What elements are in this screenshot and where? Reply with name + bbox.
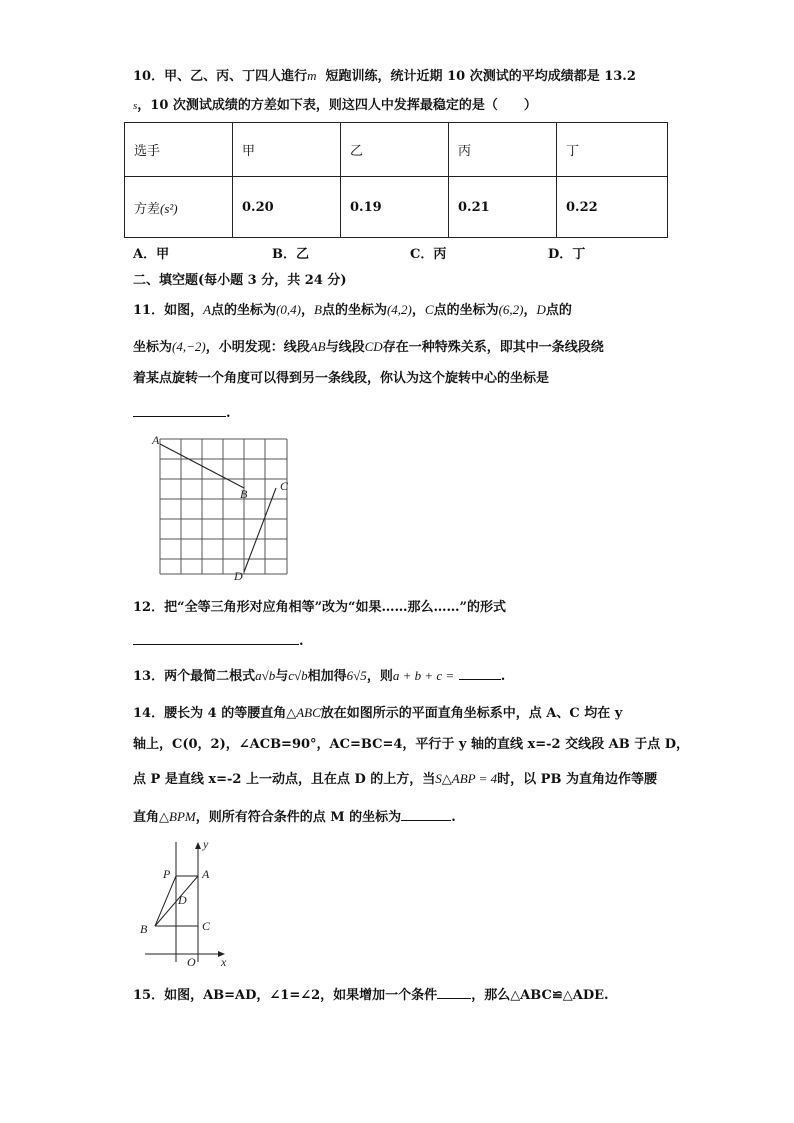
label-x: x xyxy=(221,955,227,969)
y-axis-arrow xyxy=(195,842,201,849)
answer-blank-q13[interactable] xyxy=(459,665,501,680)
q14-line1: 14．腰长为 4 的等腰直角△ABC放在如图所示的平面直角坐标系中，点 A、C 均在 y xyxy=(133,705,623,721)
label-o: O xyxy=(187,955,196,969)
answer-blank-q11[interactable] xyxy=(133,402,226,417)
label-d: D xyxy=(178,893,187,907)
label-a: A xyxy=(202,867,210,881)
variance-table xyxy=(124,122,668,238)
answer-blank-q15[interactable] xyxy=(437,984,471,999)
table-cell: 方差(s²) xyxy=(125,177,233,238)
q10-line2: s，10 次测试成绩的方差如下表，则这四人中发挥最稳定的是（ ） xyxy=(133,98,537,113)
q14-line4: 直角△BPM，则所有符合条件的点 M 的坐标为 . xyxy=(133,806,456,828)
grid xyxy=(160,439,287,574)
answer-blank-q12[interactable] xyxy=(133,630,299,645)
q14-line2: 轴上，C(0，2)，∠ACB=90°，AC=BC=4，平行于 y 轴的直线 x=-2 交线段 AB 于点 D， xyxy=(133,737,690,752)
q11-line2: 坐标为(4,−2)，小明发现：线段AB与线段CD存在一种特殊关系，即其中一条线段绕 xyxy=(133,339,604,355)
table-cell: 0.19 xyxy=(341,177,449,238)
q15-line: 15．如图，AB=AD，∠1=∠2，如果增加一个条件 ，那么△ABC≌△ADE. xyxy=(133,984,609,1006)
table-cell: 0.21 xyxy=(449,177,557,238)
q11-figure xyxy=(150,432,320,582)
q11-line1: 11．如图，A点的坐标为(0,4)，B点的坐标为(4,2)，C点的坐标为(6,2)，D点的 xyxy=(133,302,572,318)
q12-line1: 12．把“全等三角形对应角相等”改为“如果……那么……”的形式 xyxy=(133,600,507,615)
table-cell: 选手 xyxy=(125,123,233,177)
option-c[interactable]: C．丙 xyxy=(410,247,447,262)
label-c: C xyxy=(280,479,289,493)
segment-bp xyxy=(155,876,176,926)
label-d: D xyxy=(234,569,243,583)
option-b[interactable]: B．乙 xyxy=(272,247,309,262)
q12-line2: . xyxy=(133,630,304,652)
q10-unit-s: s xyxy=(133,100,138,112)
q11-line4: . xyxy=(133,402,231,424)
table-row xyxy=(125,123,668,177)
q10-unit-m: m xyxy=(307,68,317,83)
label-a: A xyxy=(152,433,160,447)
q14-figure xyxy=(135,837,235,969)
table-cell: 乙 xyxy=(341,123,449,177)
label-p: P xyxy=(163,867,171,881)
table-cell: 甲 xyxy=(233,123,341,177)
option-a[interactable]: A．甲 xyxy=(133,247,170,262)
option-d[interactable]: D．丁 xyxy=(548,247,586,262)
section-heading: 二、填空题(每小题 3 分，共 24 分) xyxy=(133,273,347,288)
table-cell: 0.22 xyxy=(557,177,668,238)
label-y: y xyxy=(203,837,209,851)
q14-line3: 点 P 是直线 x=-2 上一动点，且在点 D 的上方，当S△ABP = 4时，以 PB 为直角边作等腰 xyxy=(133,771,657,787)
q10-line1: 10．甲、乙、丙、丁四人進行m 短跑训练，统计近期 10 次测试的平均成绩都是 13.2 xyxy=(133,68,636,84)
label-c: C xyxy=(202,919,211,933)
table-cell: 丙 xyxy=(449,123,557,177)
label-b: B xyxy=(140,922,148,936)
table-row xyxy=(125,177,668,238)
q11-line3: 着某点旋转一个角度可以得到另一条线段，你认为这个旋转中心的坐标是 xyxy=(133,371,550,386)
q13-line: 13．两个最简二根式a√b与c√b相加得6√5，则a + b + c = . xyxy=(133,665,505,687)
table-cell: 丁 xyxy=(557,123,668,177)
label-b: B xyxy=(240,487,248,501)
table-cell: 0.20 xyxy=(233,177,341,238)
answer-blank-q14[interactable] xyxy=(401,806,451,821)
